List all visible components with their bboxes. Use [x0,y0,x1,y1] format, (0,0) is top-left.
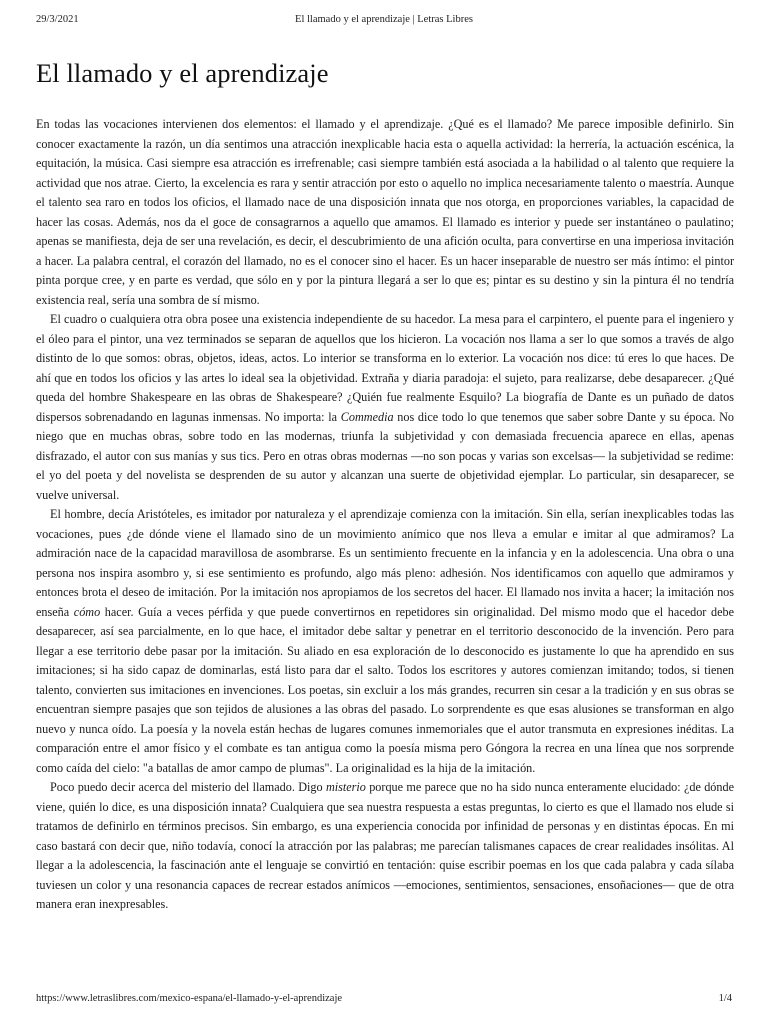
paragraph-4 [36,778,734,915]
print-date: 29/3/2021 [36,14,79,25]
paragraph-3-text-b: hacer. Guía a veces pérfida y que puede convertirnos en repetidores sin originalidad. Del mismo modo que el hacedor debe desaparecer, así sea parcialmente, en lo que hace, el imitador debe saltar y penetrar en el territorio desconocido de la invención. Pero para llegar a ese territorio debe pasar por la imitación. Su aliado en esa exploración de lo desconocido es justamente lo que ha aprendido en sus imitaciones; si ha sido capaz de dominarlas, está listo para dar el salto. Todos los escritores y autores comienzan imitando; todos, si tienen talento, convierten sus imitaciones en invenciones. Los poetas, sin excluir a los más grandes, recurren sin cesar a la tradición y en sus obras se encuentran siempre pasajes que son tejidos de alusiones a las obras del pasado. Lo sorprendente es que esas alusiones se transforman en algo nuevo y nunca oído. La poesía y la novela están hechas de lugares comunes inmemoriales que el autor transmuta en expresiones inéditas. La comparación entre el amor físico y el combate es tan antigua como la poesía misma pero Góngora la recrea en una línea que nos sorprende como caída del cielo: "a batallas de amor campo de plumas". La originalidad es la hija de la imitación. [36,604,734,775]
print-header [36,14,732,28]
paragraph-1: En todas las vocaciones intervienen dos elementos: el llamado y el aprendizaje. ¿Qué es el llamado? Me parece imposible definirlo. Sin conocer exactamente la razón, un día sentimos una atracción inexplicable hacia esta o aquella actividad: la herrería, la actuación escénica, la equitación, la música. Casi siempre esa atracción es irrefrenable; casi siempre también está asociada a la habilidad o al talento que requiere la actividad que nos atrae. Cierto, la excelencia es rara y sentir atracción por esto o aquello no implica necesariamente talento o maestría. Aunque el talento sea raro en todos los oficios, el llamado nace de una disposición innata que nos otorga, en proporciones variables, la capacidad de hacer las cosas. Además, nos da el goce de consagrarnos a aquello que amamos. El llamado es interior y puede ser instantáneo o paulatino; apenas se manifiesta, deja de ser una revelación, es decir, el descubrimiento de una afición oculta, para convertirse en una imperiosa invitación a hacer. La palabra central, el corazón del llamado, no es el conocer sino el hacer. Es un hacer inseparable de nuestro ser más íntimo: el pintor pinta porque cree, y en parte es verdad, que sólo en y por la pintura llegará a ser lo que es; pintar es su destino y sin la pintura él no tendría existencia real, sería una sombra de sí mismo. [36,117,734,307]
paragraph-4-text-a: Poco puedo decir acerca del misterio del llamado. Digo [50,780,326,794]
paragraph-3 [36,505,734,778]
paragraph-2 [36,310,734,505]
paragraph-4-text-b: porque me parece que no ha sido nunca enteramente elucidado: ¿de dónde viene, quién lo dice, es una disposición innata? Cualquiera que sea nuestra respuesta a estas preguntas, lo cierto es que el llamado nos elude si tratamos de definirlo en términos precisos. Sin embargo, es una experiencia conocida por infinidad de personas y en distintas épocas. En mi caso bastará con decir que, niño todavía, conocí la atracción por las palabras; me parecían talismanes capaces de crear realidades insólitas. Al llegar a la adolescencia, la fascinación ante el lenguaje se convirtió en tentación: quise escribir poemas en los que cada palabra y cada sílaba tuviesen un color y una resonancia capaces de recrear estados anímicos —emociones, sentimientos, sensaciones, ensoñaciones— que de otra manera eran inexpresables. [36,780,734,911]
print-page-title: El llamado y el aprendizaje | Letras Libres [295,14,473,25]
paragraph-2-text-a: El cuadro o cualquiera otra obra posee una existencia independiente de su hacedor. La mesa para el carpintero, el puente para el ingeniero y el óleo para el pintor, una vez terminados se separan de aquellos que los hicieron. La vocación nos llama a ser lo que somos a través de algo distinto de lo que somos: obras, objetos, ideas, actos. Lo interior se transforma en lo exterior. La vocación nos dice: tú eres lo que haces. De ahí que en todos los oficios y las artes lo ideal sea la objetividad. Extraña y diaria paradoja: el sujeto, para realizarse, debe desaparecer. ¿Qué queda del hombre Shakespeare en las obras de Shakespeare? ¿Quién fue realmente Esquilo? La biografía de Dante es un puñado de datos dispersos sobrenadando en lagunas inmensas. No importa: la [36,312,734,424]
article-body [36,115,734,915]
print-footer [36,993,732,1007]
emphasis-commedia: Commedia [340,409,394,424]
emphasis-como: cómo [73,604,101,619]
emphasis-misterio: misterio [325,780,366,794]
paragraph-3-text-a: El hombre, decía Aristóteles, es imitador por naturaleza y el aprendizaje comienza con la imitación. Sin ella, serían inexplicables todas las vocaciones, pues ¿de dónde viene el llamado sino de un movimiento anímico que nos lleva a emular e imitar al que admiramos? La admiración nace de la capacidad maravillosa de asombrarse. Es un sentimiento frecuente en la infancia y en la adolescencia. Una obra o una persona nos inspira asombro y, si ese sentimiento es profundo, algo más pleno: adhesión. Nos identificamos con aquello que admiramos y entonces brota el deseo de imitación. Por la imitación nos apropiamos de los secretos del hacer. El llamado nos invita a hacer; la imitación nos enseña [36,507,734,619]
page-number: 1/4 [718,993,732,1004]
page-url: https://www.letraslibres.com/mexico-espana/el-llamado-y-el-aprendizaje [36,993,343,1004]
paragraph-2-text-b: nos dice todo lo que tenemos que saber sobre Dante y su época. No niego que en muchas obras, sobre todo en las modernas, triunfa la subjetividad y con demasiada frecuencia aparece en ellas, apenas disfrazado, el autor con sus manías y sus tics. Pero en otras obras modernas —no son pocas y varias son excelsas— la subjetividad se redime: el yo del poeta y del novelista se desprenden de su autor y alcanzan una suerte de objetividad ejemplar. Lo particular, sin desaparecer, se vuelve universal. [36,409,735,502]
article-title: El llamado y el aprendizaje [36,58,329,88]
